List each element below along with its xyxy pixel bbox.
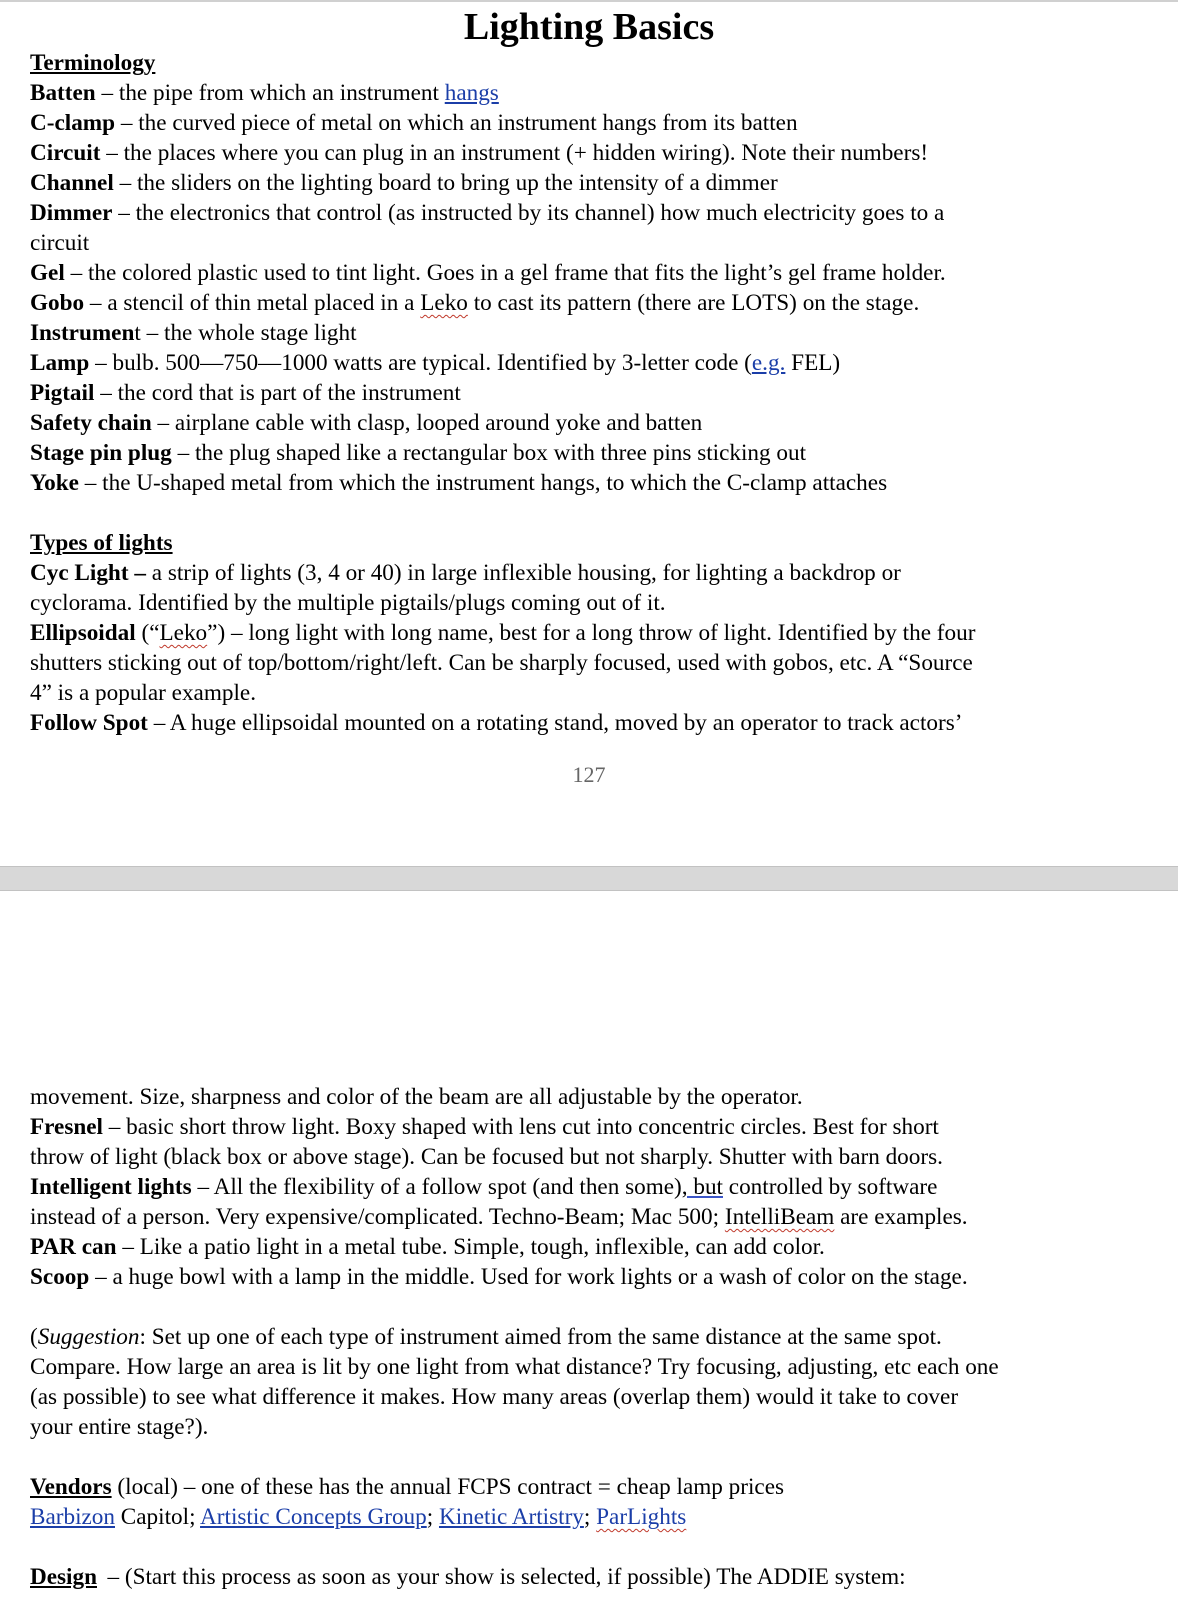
vendors-line: Vendors (local) – one of these has the annual FCPS contract = cheap lamp prices — [30, 1474, 785, 1500]
eg-link[interactable]: e.g. — [751, 350, 786, 376]
terminology-heading: Terminology — [30, 50, 156, 76]
design-heading: Design — [30, 1564, 97, 1590]
term-entry: Gel – the colored plastic used to tint light. Goes in a gel frame that fits the light’s gel frame holder. — [30, 260, 946, 286]
terminology-section: Terminology Batten – the pipe from which an instrument hangs C-clamp – the curved piece of metal on which an instrument hangs from its batten Circuit – the places where you can plug in an instrument (+ hidden wiring). Note their numbers! Channel – the sliders on the lighting board to bring up the intensity of a dimmer Dimmer – the electronics that control (as instructed by its channel) how much electricity goes to a circuit Gel – the colored plastic used to tint light. Goes in a gel frame that fits the light’s gel frame holder. Gobo – a stencil of thin metal placed in a Leko to cast its pattern (there are LOTS) on the stage. Instrument – the whole stage light Lamp – bulb. 500—750—1000 watts are typical. Identified by 3-letter code (e.g. FEL) Pigtail – the cord that is part of the instrument Safety chain – airplane cable with clasp, looped around yoke and batten Stage pin plug – the plug shaped like a rectangular box with three pins sticking out Yoke – the U-shaped metal from which the instrument hangs, to which the C-clamp attaches Types of lights Cyc Light – a strip of lights (3, 4 or 40) in large inflexible housing, for lighting a backdrop or cyclorama. Identified by the multiple pigtails/plugs coming out of it. Ellipsoidal (“Leko”) – long light with long name, best for a long throw of light. Identified by the four shutters sticking out of top/bottom/right/left. Can be sharply focused, used with gobos, etc. A “Source 4” is a popular example. Follow Spot – A huge ellipsoidal mounted on a rotating stand, moved by an operator to track actors’ — [30, 48, 1145, 738]
type-entry: Ellipsoidal (“Leko”) – long light with long name, best for a long throw of light. Identified by the four — [30, 620, 976, 646]
types-heading: Types of lights — [30, 530, 173, 556]
term-entry: Pigtail – the cord that is part of the instrument — [30, 380, 461, 406]
vendor-link-barbizon[interactable]: Barbizon — [30, 1504, 115, 1530]
spellcheck-word: IntelliBeam — [724, 1204, 835, 1230]
vendor-link-kinetic-artistry[interactable]: Kinetic Artistry — [438, 1504, 584, 1530]
term-entry: Batten – the pipe from which an instrument hangs — [30, 80, 499, 106]
term-entry: Circuit – the places where you can plug in an instrument (+ hidden wiring). Note their numbers! — [30, 140, 929, 166]
term-entry: C-clamp – the curved piece of metal on which an instrument hangs from its batten — [30, 110, 798, 136]
page-number: 127 — [572, 762, 606, 787]
suggestion-paragraph: (Suggestion: Set up one of each type of instrument aimed from the same distance at the same spot. — [30, 1324, 942, 1350]
term-entry: Dimmer – the electronics that control (as instructed by its channel) how much electricity goes to a — [30, 200, 945, 226]
hangs-link[interactable]: hangs — [444, 80, 499, 106]
term-entry: Instrument – the whole stage light — [30, 320, 357, 346]
type-entry: Cyc Light – a strip of lights (3, 4 or 40) in large inflexible housing, for lighting a backdrop or — [30, 560, 901, 586]
vendors-list: Barbizon Capitol; Artistic Concepts Group; Kinetic Artistry; ParLights — [30, 1504, 687, 1530]
design-line: Design – (Start this process as soon as your show is selected, if possible) The ADDIE system: — [30, 1564, 906, 1590]
term-entry: Stage pin plug – the plug shaped like a rectangular box with three pins sticking out — [30, 440, 807, 466]
term-entry: Safety chain – airplane cable with clasp, looped around yoke and batten — [30, 410, 703, 436]
term-entry: Yoke – the U-shaped metal from which the instrument hangs, to which the C-clamp attaches — [30, 470, 888, 496]
term-entry-continued: circuit — [30, 230, 90, 256]
term-entry: Gobo – a stencil of thin metal placed in a Leko to cast its pattern (there are LOTS) on the stage. — [30, 290, 920, 316]
page-2-content: movement. Size, sharpness and color of the beam are all adjustable by the operator. Fresnel – basic short throw light. Boxy shaped with lens cut into concentric circles. Best for short throw of light (black box or above stage). Can be focused but not sharply. Shutter with barn doors. Intelligent lights – All the flexibility of a follow spot (and then some), but controlled by software instead of a person. Very expensive/complicated. Techno-Beam; Mac 500; IntelliBeam are examples. PAR can – Like a patio light in a metal tube. Simple, tough, inflexible, can add color. Scoop – a huge bowl with a lamp in the middle. Used for work lights or a wash of color on the stage. (Suggestion: Set up one of each type of instrument aimed from the same distance at the same spot. Compare. How large an area is lit by one light from what distance? Try focusing, adjusting, etc each one (as possible) to see what difference it makes. How many areas (overlap them) would it take to cover your entire stage?). Vendors (local) – one of these has the annual FCPS contract = cheap lamp prices Barbizon Capitol; Artistic Concepts Group; Kinetic Artistry; ParLights Design – (Start this process as soon as your show is selected, if possible) The ADDIE system: — [30, 1082, 1145, 1592]
vendor-link-parlights[interactable]: ParLights — [596, 1504, 687, 1530]
type-entry: Scoop – a huge bowl with a lamp in the middle. Used for work lights or a wash of color on the stage. — [30, 1264, 968, 1290]
page-title: Lighting Basics — [463, 6, 715, 48]
type-entry: Intelligent lights – All the flexibility of a follow spot (and then some), but controlled by software — [30, 1174, 938, 1200]
vendor-link-artistic-concepts[interactable]: Artistic Concepts Group — [200, 1504, 427, 1530]
type-entry: Follow Spot – A huge ellipsoidal mounted on a rotating stand, moved by an operator to track actors’ — [30, 710, 963, 736]
vendors-heading: Vendors — [30, 1474, 112, 1500]
type-entry: PAR can – Like a patio light in a metal tube. Simple, tough, inflexible, can add color. — [30, 1234, 825, 1260]
spellcheck-word: Leko — [420, 290, 468, 316]
page-break-gap — [0, 866, 1178, 891]
term-entry: Lamp – bulb. 500—750—1000 watts are typical. Identified by 3-letter code (e.g. FEL) — [30, 350, 841, 376]
spellcheck-word: Leko — [159, 620, 208, 646]
type-entry: Fresnel – basic short throw light. Boxy shaped with lens cut into concentric circles. Best for short — [30, 1114, 939, 1140]
term-entry: Channel – the sliders on the lighting board to bring up the intensity of a dimmer — [30, 170, 778, 196]
comma-but-link[interactable]: ), but — [674, 1174, 723, 1200]
